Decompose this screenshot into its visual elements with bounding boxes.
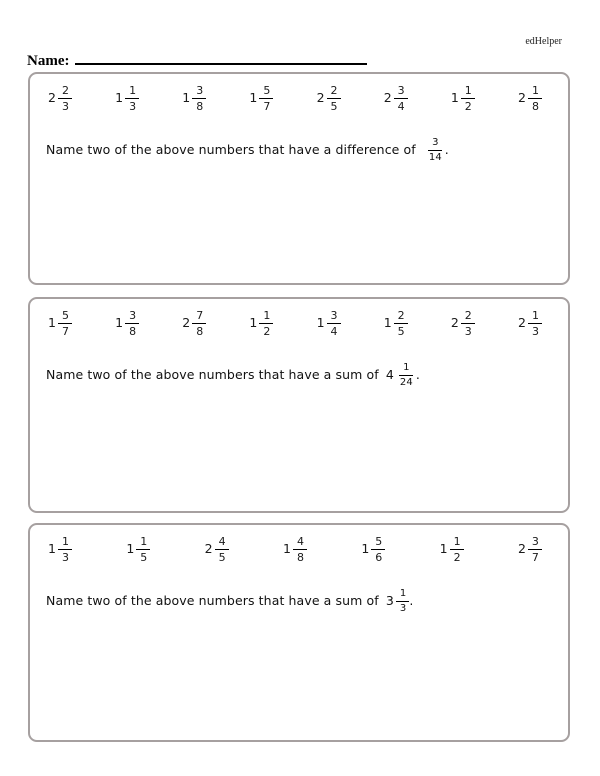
mixed-number bbox=[317, 85, 341, 112]
mixed-number bbox=[518, 536, 542, 563]
numbers-row bbox=[30, 525, 568, 563]
fraction-numerator: 2 bbox=[461, 310, 475, 324]
fraction bbox=[293, 536, 307, 563]
fraction-denominator: 3 bbox=[531, 325, 539, 338]
mixed-number bbox=[317, 310, 341, 337]
fraction-denominator: 7 bbox=[531, 551, 539, 564]
question-target bbox=[423, 138, 445, 163]
fraction bbox=[425, 138, 445, 163]
fraction bbox=[396, 363, 416, 388]
fraction-denominator: 2 bbox=[263, 325, 271, 338]
mixed-number bbox=[451, 310, 475, 337]
whole-number: 2 bbox=[316, 90, 325, 106]
problem-box bbox=[28, 72, 570, 285]
whole-number: 3 bbox=[385, 593, 394, 609]
fraction-numerator: 1 bbox=[125, 85, 139, 99]
fraction-denominator: 3 bbox=[399, 603, 407, 614]
whole-number: 2 bbox=[450, 315, 459, 331]
fraction-numerator: 1 bbox=[259, 310, 273, 324]
fraction bbox=[215, 536, 229, 563]
fraction-numerator: 1 bbox=[136, 536, 150, 550]
whole-number: 1 bbox=[126, 541, 135, 557]
brand-text: edHelper bbox=[525, 36, 562, 47]
fraction-denominator: 4 bbox=[330, 325, 338, 338]
mixed-number bbox=[249, 310, 273, 337]
fraction-numerator: 1 bbox=[450, 536, 464, 550]
fraction bbox=[58, 536, 72, 563]
whole-number: 4 bbox=[385, 367, 394, 383]
fraction-denominator: 8 bbox=[196, 325, 204, 338]
whole-number: 1 bbox=[115, 90, 124, 106]
fraction bbox=[450, 536, 464, 563]
fraction-denominator: 6 bbox=[375, 551, 383, 564]
fraction-numerator: 3 bbox=[192, 85, 206, 99]
fraction-numerator: 3 bbox=[528, 536, 542, 550]
question-suffix: . bbox=[415, 367, 420, 382]
fraction-denominator: 8 bbox=[296, 551, 304, 564]
fraction-denominator: 3 bbox=[61, 100, 69, 113]
mixed-number bbox=[115, 85, 139, 112]
question-prefix: Name two of the above numbers that have a sum of bbox=[46, 593, 379, 608]
mixed-number bbox=[361, 536, 385, 563]
fraction bbox=[461, 85, 475, 112]
question-text bbox=[30, 589, 568, 614]
name-row bbox=[27, 52, 367, 70]
name-label: Name: bbox=[27, 53, 70, 69]
fraction bbox=[396, 589, 409, 614]
numbers-row bbox=[30, 299, 568, 337]
fraction-denominator: 8 bbox=[531, 100, 539, 113]
fraction bbox=[327, 310, 341, 337]
fraction-denominator: 2 bbox=[453, 551, 461, 564]
whole-number: 1 bbox=[48, 315, 56, 331]
fraction-denominator: 5 bbox=[218, 551, 226, 564]
fraction-numerator: 5 bbox=[58, 310, 72, 324]
question-text bbox=[30, 138, 568, 163]
fraction-numerator: 1 bbox=[396, 589, 409, 602]
mixed-number bbox=[48, 85, 72, 112]
question-target bbox=[386, 363, 416, 388]
question-prefix: Name two of the above numbers that have a sum of bbox=[46, 367, 379, 382]
question-text bbox=[30, 363, 568, 388]
whole-number: 1 bbox=[316, 315, 325, 331]
whole-number: 1 bbox=[182, 90, 191, 106]
fraction bbox=[394, 310, 408, 337]
fraction-numerator: 3 bbox=[428, 138, 441, 151]
fraction bbox=[125, 310, 139, 337]
whole-number: 1 bbox=[450, 90, 459, 106]
mixed-number bbox=[48, 310, 72, 337]
mixed-number bbox=[518, 310, 542, 337]
fraction-denominator: 3 bbox=[129, 100, 137, 113]
whole-number: 2 bbox=[517, 315, 526, 331]
fraction-numerator: 2 bbox=[394, 310, 408, 324]
fraction-denominator: 7 bbox=[263, 100, 271, 113]
fraction-denominator: 5 bbox=[140, 551, 148, 564]
fraction-numerator: 4 bbox=[293, 536, 307, 550]
whole-number: 1 bbox=[383, 315, 392, 331]
fraction-denominator: 2 bbox=[464, 100, 472, 113]
mixed-number bbox=[384, 85, 408, 112]
whole-number: 1 bbox=[439, 541, 448, 557]
fraction bbox=[461, 310, 475, 337]
whole-number: 2 bbox=[517, 90, 526, 106]
fraction bbox=[58, 310, 72, 337]
question-prefix: Name two of the above numbers that have a difference of bbox=[46, 142, 416, 157]
mixed-number bbox=[283, 536, 307, 563]
fraction bbox=[371, 536, 385, 563]
fraction bbox=[528, 85, 542, 112]
fraction-numerator: 5 bbox=[259, 85, 273, 99]
whole-number: 2 bbox=[383, 90, 392, 106]
whole-number: 1 bbox=[48, 541, 56, 557]
fraction bbox=[327, 85, 341, 112]
fraction bbox=[528, 310, 542, 337]
mixed-number bbox=[126, 536, 150, 563]
fraction bbox=[192, 85, 206, 112]
fraction bbox=[259, 310, 273, 337]
question-suffix: . bbox=[444, 142, 449, 157]
fraction bbox=[259, 85, 273, 112]
whole-number: 1 bbox=[249, 90, 258, 106]
fraction-denominator: 5 bbox=[330, 100, 338, 113]
problem-box bbox=[28, 523, 570, 742]
fraction-denominator: 4 bbox=[397, 100, 405, 113]
fraction-numerator: 2 bbox=[58, 85, 72, 99]
whole-number: 2 bbox=[48, 90, 56, 106]
question-suffix: . bbox=[409, 593, 414, 608]
fraction-numerator: 3 bbox=[394, 85, 408, 99]
fraction-numerator: 3 bbox=[327, 310, 341, 324]
mixed-number bbox=[115, 310, 139, 337]
fraction-denominator: 3 bbox=[464, 325, 472, 338]
fraction-denominator: 8 bbox=[196, 100, 204, 113]
name-underline[interactable] bbox=[75, 52, 367, 65]
fraction-numerator: 1 bbox=[461, 85, 475, 99]
whole-number: 1 bbox=[115, 315, 124, 331]
fraction-numerator: 5 bbox=[371, 536, 385, 550]
fraction-numerator: 1 bbox=[399, 363, 412, 376]
fraction-numerator: 7 bbox=[192, 310, 206, 324]
problem-box bbox=[28, 297, 570, 513]
mixed-number bbox=[182, 310, 206, 337]
fraction bbox=[192, 310, 206, 337]
whole-number: 1 bbox=[249, 315, 258, 331]
question-target bbox=[386, 589, 410, 614]
fraction bbox=[58, 85, 72, 112]
mixed-number bbox=[451, 85, 475, 112]
fraction-denominator: 7 bbox=[61, 325, 69, 338]
mixed-number bbox=[182, 85, 206, 112]
fraction-numerator: 3 bbox=[125, 310, 139, 324]
fraction-numerator: 1 bbox=[528, 310, 542, 324]
problem-boxes bbox=[28, 72, 570, 742]
fraction-numerator: 1 bbox=[58, 536, 72, 550]
mixed-number bbox=[205, 536, 229, 563]
fraction bbox=[136, 536, 150, 563]
whole-number: 1 bbox=[361, 541, 370, 557]
fraction-numerator: 4 bbox=[215, 536, 229, 550]
whole-number: 1 bbox=[282, 541, 291, 557]
mixed-number bbox=[48, 536, 72, 563]
fraction-numerator: 2 bbox=[327, 85, 341, 99]
fraction-denominator: 3 bbox=[61, 551, 69, 564]
fraction bbox=[394, 85, 408, 112]
fraction-denominator: 5 bbox=[397, 325, 405, 338]
whole-number: 2 bbox=[204, 541, 213, 557]
whole-number: 2 bbox=[182, 315, 191, 331]
mixed-number bbox=[440, 536, 464, 563]
mixed-number bbox=[249, 85, 273, 112]
fraction-denominator: 8 bbox=[129, 325, 137, 338]
fraction-denominator: 24 bbox=[399, 377, 413, 388]
fraction-denominator: 14 bbox=[428, 152, 442, 163]
mixed-number bbox=[518, 85, 542, 112]
mixed-number bbox=[384, 310, 408, 337]
fraction bbox=[528, 536, 542, 563]
numbers-row bbox=[30, 74, 568, 112]
fraction bbox=[125, 85, 139, 112]
whole-number: 2 bbox=[517, 541, 526, 557]
fraction-numerator: 1 bbox=[528, 85, 542, 99]
